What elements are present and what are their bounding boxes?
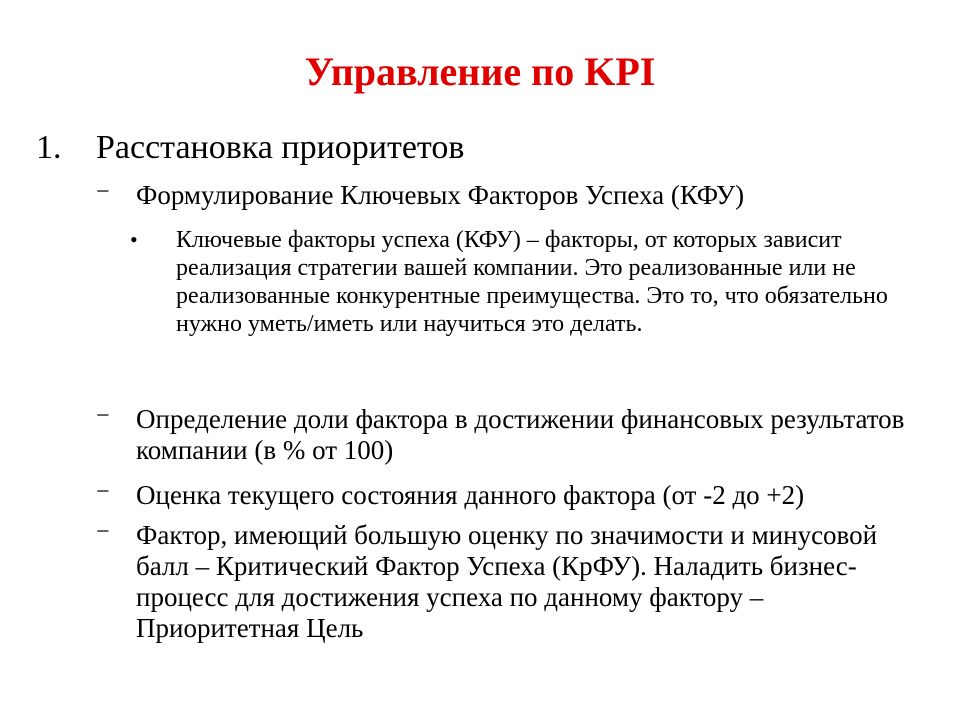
section-heading xyxy=(36,128,936,168)
section-number: 1. xyxy=(36,129,62,166)
sub-item-critical-factor xyxy=(96,520,926,644)
sub-item-factor-assessment xyxy=(96,480,926,511)
sub-item-text: Формулирование Ключевых Факторов Успеха (КФУ) xyxy=(136,180,745,210)
dash-marker: − xyxy=(96,519,110,545)
slide-title: Управление по KPI xyxy=(304,49,656,94)
sub-item-factor-share xyxy=(96,404,926,466)
bullet-marker: • xyxy=(130,227,138,252)
bullet-item-kfu-definition xyxy=(130,226,946,338)
sub-item-text: Фактор, имеющий большую оценку по значимости и минусовой балл – Критический Фактор Успеха (КрФУ). Наладить бизнес-процесс для достижения успеха по данному фактору – Приоритетная Цель xyxy=(136,520,878,643)
dash-marker: − xyxy=(96,403,110,429)
section-label: Расстановка приоритетов xyxy=(96,129,465,166)
sub-item-text: Определение доли фактора в достижении финансовых результатов компании (в % от 100) xyxy=(136,404,905,465)
dash-marker: − xyxy=(96,179,110,205)
bullet-item-text: Ключевые факторы успеха (КФУ) – факторы, от которых зависит реализация стратегии вашей компании. Это реализованные или не реализованные конкурентные преимущества. Это то, что обязательно нужно уметь/иметь или научиться это делать. xyxy=(176,227,888,337)
sub-item-text: Оценка текущего состояния данного фактора (от -2 до +2) xyxy=(136,480,805,510)
dash-marker: − xyxy=(96,479,110,505)
sub-item-kfu xyxy=(96,180,926,211)
